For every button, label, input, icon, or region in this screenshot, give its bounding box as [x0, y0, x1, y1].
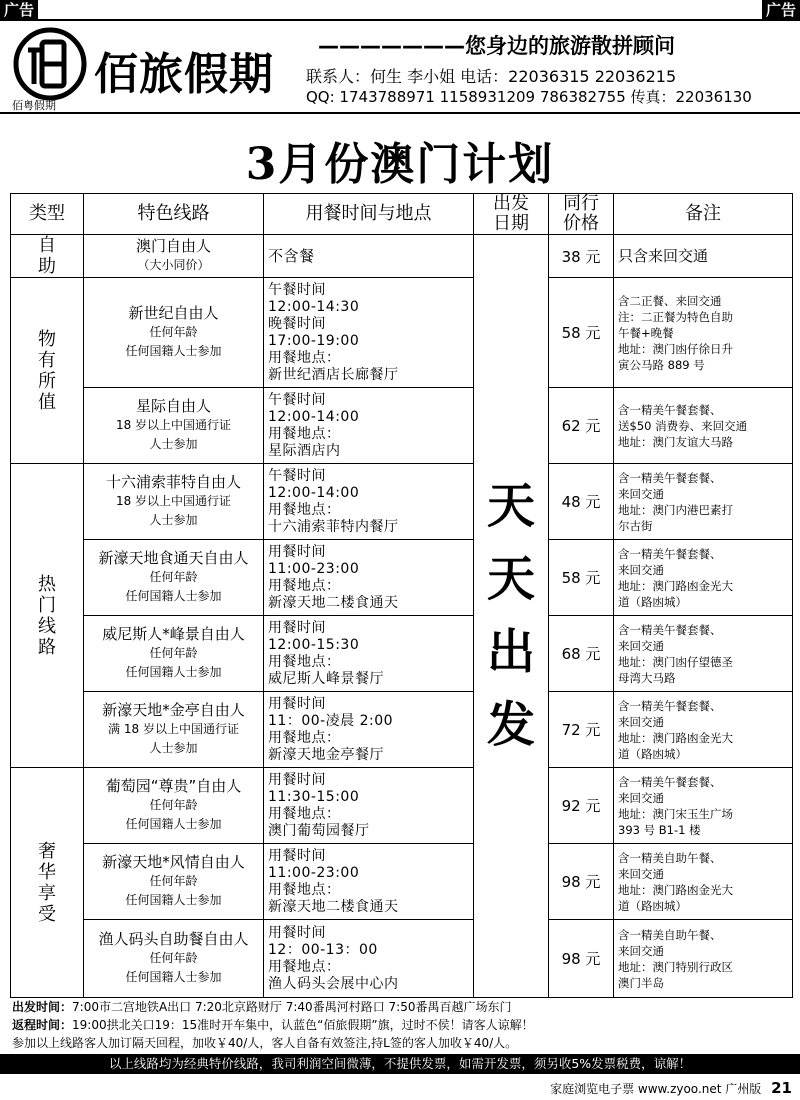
- route-name: 渔人码头自助餐自由人: [98, 930, 249, 948]
- route-condition: 人士参加: [149, 513, 198, 527]
- route-condition: 任何年龄: [149, 646, 198, 660]
- route-condition: 任何年龄: [149, 325, 198, 339]
- route-condition: 任何国籍人士参加: [125, 970, 222, 984]
- note-cell: 含二正餐、来回交通 注：二正餐为特色自助 午餐+晚餐 地址：澳门凼仔徐日升 寅公马路 889 号: [614, 278, 793, 388]
- price-cell: 48 元: [549, 464, 614, 540]
- route-condition: 任何国籍人士参加: [125, 665, 222, 679]
- route-name: 葡萄园“尊贵”自由人: [105, 777, 242, 795]
- route-condition: 任何国籍人士参加: [125, 589, 222, 603]
- price-cell: 62 元: [549, 388, 614, 464]
- route-condition: 满 18 岁以上中国通行证: [108, 722, 239, 736]
- type-cell: 热 门 线 路: [11, 464, 84, 768]
- route-cell: [84, 768, 264, 844]
- meal-cell: 午餐时间 12:00-14:00 用餐地点： 十六浦索菲特内餐厅: [264, 464, 474, 540]
- table-row: [11, 235, 793, 278]
- table-row: [11, 616, 793, 692]
- header-depart: 出发 日期: [474, 194, 549, 235]
- depart-time-line: 出发时间：7:00市二宫地铁A出口 7:20北京路财厅 7:40番禺河村路口 7:50番禺百越广场东门: [12, 1000, 512, 1014]
- note-cell: 含一精美午餐套餐、 来回交通 地址：澳门路凼金光大 道（路凼城）: [614, 692, 793, 768]
- type-cell: 奢 华 享 受: [11, 768, 84, 998]
- table-row: [11, 768, 793, 844]
- note-cell: 含一精美午餐套餐、 来回交通 地址：澳门凼仔望德圣 母湾大马路: [614, 616, 793, 692]
- route-cell: [84, 844, 264, 920]
- table-row: [11, 692, 793, 768]
- header-type: 类型: [11, 194, 84, 235]
- top-rule: [0, 19, 800, 21]
- route-condition: 任何年龄: [149, 570, 198, 584]
- route-condition: 任何国籍人士参加: [125, 817, 222, 831]
- type-cell: 自 助: [11, 235, 84, 278]
- meal-cell: 用餐时间 12:00-15:30 用餐地点： 威尼斯人峰景餐厅: [264, 616, 474, 692]
- route-name: 新濠天地*金亭自由人: [102, 701, 245, 719]
- price-cell: 58 元: [549, 540, 614, 616]
- table-row: [11, 388, 793, 464]
- header-meal: 用餐时间与地点: [264, 194, 474, 235]
- price-cell: 98 元: [549, 844, 614, 920]
- ad-tag-right: 广告: [762, 0, 800, 20]
- route-condition: 任何年龄: [149, 951, 198, 965]
- table-row: [11, 844, 793, 920]
- site-text: 家庭浏览电子票 www.zyoo.net: [550, 1082, 722, 1096]
- meal-cell: 用餐时间 11:00-23:00 用餐地点： 新濠天地二楼食通天: [264, 844, 474, 920]
- route-name: 星际自由人: [135, 397, 211, 415]
- brand-name: 佰旅假期: [94, 49, 274, 100]
- footer-info: [12, 998, 534, 1052]
- contact-line: 联系人：何生 李小姐 电话：22036315 22036215: [306, 67, 677, 86]
- table-row: [11, 920, 793, 998]
- route-cell: [84, 616, 264, 692]
- route-condition: 人士参加: [149, 437, 198, 451]
- meal-cell: 用餐时间 12：00-13：00 用餐地点： 渔人码头会展中心内: [264, 920, 474, 998]
- route-condition: 任何年龄: [149, 798, 198, 812]
- route-condition: 任何国籍人士参加: [125, 344, 222, 358]
- route-name: 新世纪自由人: [128, 304, 219, 322]
- route-cell: [84, 278, 264, 388]
- route-cell: [84, 464, 264, 540]
- type-cell: 物 有 所 值: [11, 278, 84, 464]
- route-condition: 任何年龄: [149, 874, 198, 888]
- price-cell: 92 元: [549, 768, 614, 844]
- price-cell: 72 元: [549, 692, 614, 768]
- meal-cell: 用餐时间 11:00-23:00 用餐地点： 新濠天地二楼食通天: [264, 540, 474, 616]
- meal-cell: 用餐时间 11：00-凌晨 2:00 用餐地点： 新濠天地金亭餐厅: [264, 692, 474, 768]
- note-cell: 含一精美午餐套餐、 来回交通 地址：澳门路凼金光大 道（路凼城）: [614, 540, 793, 616]
- route-name: 十六浦索菲特自由人: [105, 473, 241, 491]
- route-name: 新濠天地食通天自由人: [98, 549, 249, 567]
- meal-cell: 午餐时间 12:00-14:00 用餐地点： 星际酒店内: [264, 388, 474, 464]
- meal-cell: 午餐时间 12:00-14:30 晚餐时间 17:00-19:00 用餐地点： 新世纪酒店长廊餐厅: [264, 278, 474, 388]
- route-name: 澳门自由人: [135, 237, 211, 255]
- daily-departure-cell: 天 天 出 发: [474, 235, 549, 998]
- qq-line: QQ: 1743788971 1158931209 786382755 传真：22036130: [306, 88, 752, 106]
- table-row: [11, 464, 793, 540]
- header-note: 备注: [614, 194, 793, 235]
- logo-subtitle: 佰粤假期: [12, 99, 56, 112]
- table-header-row: [11, 194, 793, 235]
- route-cell: [84, 235, 264, 278]
- price-cell: 68 元: [549, 616, 614, 692]
- meal-cell: 用餐时间 11:30-15:00 用餐地点： 澳门葡萄园餐厅: [264, 768, 474, 844]
- header-route: 特色线路: [84, 194, 264, 235]
- meal-cell: 不含餐: [264, 235, 474, 278]
- table-row: [11, 540, 793, 616]
- return-time-line: 返程时间：19:00拱北关口19：15准时开车集中，认蓝色“佰旅假期”旗，过时不侯！请客人谅解！: [12, 1018, 534, 1032]
- tour-table: [10, 193, 793, 998]
- price-cell: 58 元: [549, 278, 614, 388]
- note-cell: 含一精美自助午餐、 来回交通 地址：澳门特别行政区 澳门半岛: [614, 920, 793, 998]
- page-number: 21: [771, 1079, 792, 1097]
- note-cell: 含一精美自助午餐、 来回交通 地址：澳门路凼金光大 道（路凼城）: [614, 844, 793, 920]
- paper-name: 广州版: [725, 1082, 762, 1096]
- header-rule: [0, 112, 800, 114]
- brand-logo-icon: [12, 26, 88, 102]
- route-cell: [84, 388, 264, 464]
- note-cell: 只含来回交通: [614, 235, 793, 278]
- route-condition: 18 岁以上中国通行证: [115, 418, 232, 432]
- route-condition: （大小同价）: [137, 258, 210, 272]
- page-footer: [550, 1079, 792, 1097]
- route-condition: 人士参加: [149, 741, 198, 755]
- route-cell: [84, 920, 264, 998]
- slogan: ———————您身边的旅游散拼顾问: [318, 34, 675, 58]
- route-cell: [84, 692, 264, 768]
- route-name: 新濠天地*风情自由人: [102, 853, 245, 871]
- ad-tag-left: 广告: [0, 0, 38, 20]
- invoice-notice-bar: 以上线路均为经典特价线路，我司利润空间微薄，不提供发票，如需开发票，须另收5%发票税费，谅解！: [0, 1054, 800, 1074]
- route-condition: 18 岁以上中国通行证: [115, 494, 232, 508]
- price-cell: 38 元: [549, 235, 614, 278]
- extra-note-line: 参加以上线路客人加订隔天回程，加收￥40/人，客人自备有效签注,持L签的客人加收￥40/人。: [12, 1036, 518, 1050]
- note-cell: 含一精美午餐套餐、 送$50 消费券、来回交通 地址：澳门友谊大马路: [614, 388, 793, 464]
- route-condition: 任何国籍人士参加: [125, 893, 222, 907]
- route-cell: [84, 540, 264, 616]
- table-row: [11, 278, 793, 388]
- note-cell: 含一精美午餐套餐、 来回交通 地址：澳门宋玉生广场 393 号 B1-1 楼: [614, 768, 793, 844]
- page-title: 3月份澳门计划: [245, 139, 555, 190]
- route-name: 威尼斯人*峰景自由人: [102, 625, 245, 643]
- price-cell: 98 元: [549, 920, 614, 998]
- header-price: 同行 价格: [549, 194, 614, 235]
- note-cell: 含一精美午餐套餐、 来回交通 地址：澳门内港巴素打 尔古街: [614, 464, 793, 540]
